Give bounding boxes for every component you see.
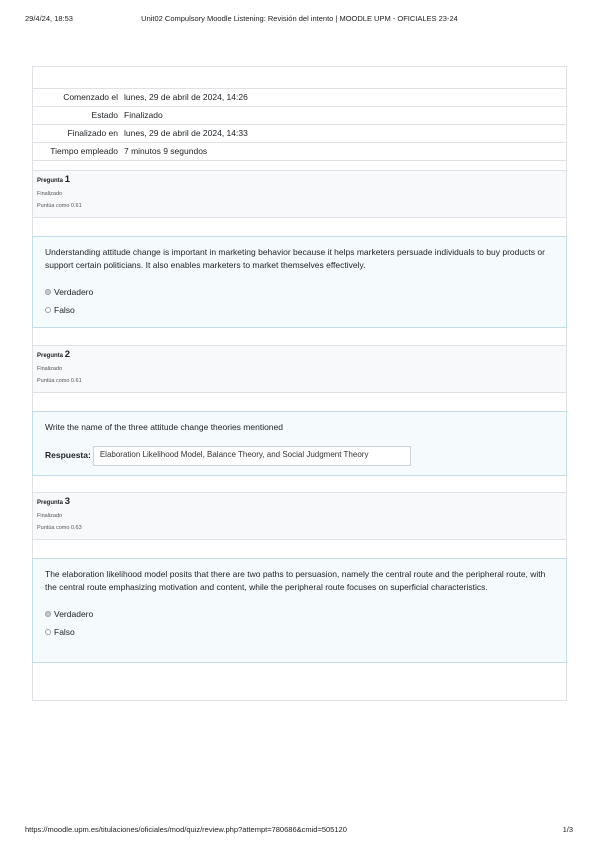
answer-row bbox=[45, 446, 554, 466]
question-grade: Puntúa como 0.63 bbox=[37, 525, 82, 531]
answer-options bbox=[45, 283, 554, 319]
question-text: Write the name of the three attitude change theories mentioned bbox=[45, 422, 283, 432]
summary-value: lunes, 29 de abril de 2024, 14:26 bbox=[124, 92, 248, 102]
summary-label: Finalizado en bbox=[67, 128, 118, 138]
answer-label: Respuesta: bbox=[45, 450, 91, 461]
option-false[interactable] bbox=[45, 301, 554, 319]
question-grade: Puntúa como 0.61 bbox=[37, 378, 82, 384]
question-state: Finalizado bbox=[37, 366, 63, 372]
print-page-number: 1/3 bbox=[562, 825, 573, 834]
question-1-info bbox=[32, 170, 567, 218]
attempt-summary-table bbox=[33, 88, 566, 161]
print-url: https://moodle.upm.es/titulaciones/oficiales/mod/quiz/review.php?attempt=780686&cmid=505120 bbox=[25, 825, 347, 834]
summary-label: Tiempo empleado bbox=[50, 146, 118, 156]
question-text: Understanding attitude change is important in marketing behavior because it helps marketers persuade individuals to buy products or support certain politicians. It also enables marketers to market themselves effectively. bbox=[45, 247, 545, 270]
option-label: Verdadero bbox=[54, 286, 94, 297]
print-header bbox=[0, 14, 599, 28]
question-number: Pregunta 3 bbox=[37, 496, 70, 507]
print-page-title: Unit02 Compulsory Moodle Listening: Revisión del intento | MOODLE UPM - OFICIALES 23-24 bbox=[141, 14, 458, 23]
question-3-info bbox=[32, 492, 567, 540]
option-label: Falso bbox=[54, 304, 75, 315]
summary-value: Finalizado bbox=[124, 110, 163, 120]
option-true[interactable] bbox=[45, 283, 554, 301]
question-number: Pregunta 2 bbox=[37, 349, 70, 360]
question-3-content bbox=[32, 558, 567, 663]
question-grade: Puntúa como 0.61 bbox=[37, 203, 82, 209]
option-true[interactable] bbox=[45, 605, 554, 623]
print-datetime: 29/4/24, 18:53 bbox=[25, 14, 73, 23]
summary-row bbox=[33, 89, 566, 107]
question-1-content bbox=[32, 236, 567, 328]
summary-value: 7 minutos 9 segundos bbox=[124, 146, 208, 156]
answer-options bbox=[45, 605, 554, 641]
question-state: Finalizado bbox=[37, 191, 63, 197]
question-2-content bbox=[32, 411, 567, 476]
question-2-info bbox=[32, 345, 567, 393]
summary-label: Comenzado el bbox=[63, 92, 118, 102]
answer-input[interactable]: Elaboration Likelihood Model, Balance Theory, and Social Judgment Theory bbox=[93, 446, 411, 466]
summary-row bbox=[33, 125, 566, 143]
question-number: Pregunta 1 bbox=[37, 174, 70, 185]
summary-row bbox=[33, 107, 566, 125]
option-label: Falso bbox=[54, 626, 75, 637]
summary-value: lunes, 29 de abril de 2024, 14:33 bbox=[124, 128, 248, 138]
question-text: The elaboration likelihood model posits that there are two paths to persuasion, namely the central route and the peripheral route, with the central route emphasizing motivation and content, while the peripheral route focuses on superficial characteristics. bbox=[45, 569, 546, 592]
summary-row bbox=[33, 143, 566, 161]
option-false[interactable] bbox=[45, 623, 554, 641]
radio-unchecked-icon[interactable] bbox=[45, 307, 51, 313]
option-label: Verdadero bbox=[54, 608, 94, 619]
radio-checked-icon[interactable] bbox=[45, 611, 51, 617]
radio-unchecked-icon[interactable] bbox=[45, 629, 51, 635]
question-state: Finalizado bbox=[37, 513, 63, 519]
radio-checked-icon[interactable] bbox=[45, 289, 51, 295]
summary-label: Estado bbox=[91, 110, 118, 120]
print-footer bbox=[0, 825, 599, 839]
